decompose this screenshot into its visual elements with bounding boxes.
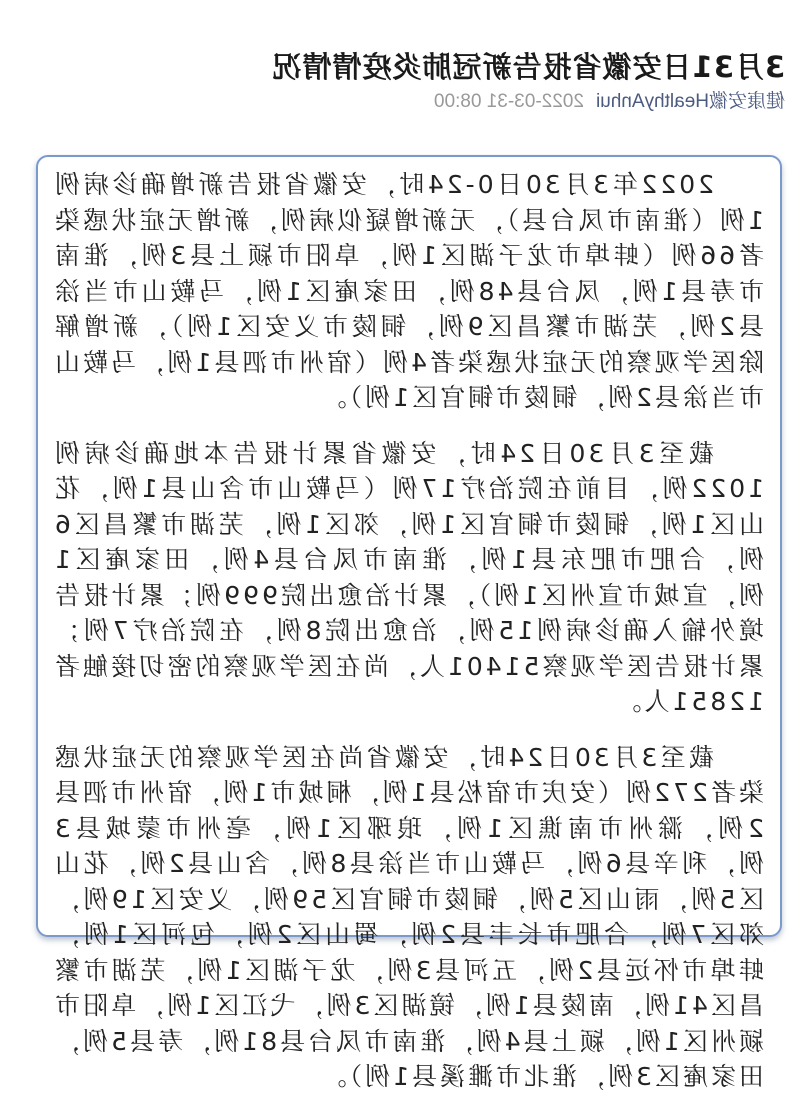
paragraph-asymptomatic: 截至3月30日24时，安徽省尚在医学观察的无症状感染者272例（安庆市宿松县1例，桐城市1例，宿州市泗县2例，滁州市南谯区1例，琅琊区1例，亳州市蒙城县3例，利辛县6例，马鞍山市当涂县8例，含山县2例，花山区5例，雨山区5例，铜陵市铜官区59例，义安区19例，郊区7例，合肥市长丰县2例，蜀山区2例，包河区1例，蚌埠市怀远县2例，五河县3例，龙子湖区1例，芜湖市繁昌区41例，南陵县1例，镜湖区3例，弋江区1例，阜阳市颍州区1例，颍上县4例，淮南市凤台县81例，寿县5例，田家庵区3例，淮北市濉溪县1例）。 bbox=[52, 742, 764, 1091]
paragraph-new-cases: 2022年3月30日0-24时，安徽省报告新增确诊病例1例（淮南市凤台县），无新增疑似病例，新增无症状感染者66例（蚌埠市龙子湖区1例，阜阳市颍上县3例，淮南市寿县1例，凤台县48例，田家庵区1例，马鞍山市当涂县2例，芜湖市繁昌区9例，铜陵市义安区1例），新增解除医学观察的无症状感染者4例（宿州市泗县1例，马鞍山市当涂县2例，铜陵市铜官区1例）。 bbox=[52, 170, 764, 412]
content-box bbox=[36, 155, 782, 1091]
source-link[interactable]: 健康安徽HealthyAnhui bbox=[595, 91, 785, 112]
paragraph-cumulative: 截至3月30日24时，安徽省累计报告本地确诊病例1022例，目前在院治疗17例（马鞍山市含山县1例，花山区1例，铜陵市铜官区1例，郊区1例，芜湖市繁昌区6例，合肥市肥东县1例，淮南市凤台县4例，田家庵区1例，宣城市宣州区1例），累计治愈出院999例；累计报告境外输入确诊病例15例，治愈出院8例，在院治疗7例；累计报告医学观察51401人，尚在医学观察的密切接触者12851人。 bbox=[52, 438, 764, 716]
article-title: 3月31日安徽省报告新冠肺炎疫情情况 bbox=[271, 50, 785, 85]
publish-time: 2022-03-31 08:00 bbox=[433, 91, 584, 112]
article-meta bbox=[434, 86, 785, 113]
